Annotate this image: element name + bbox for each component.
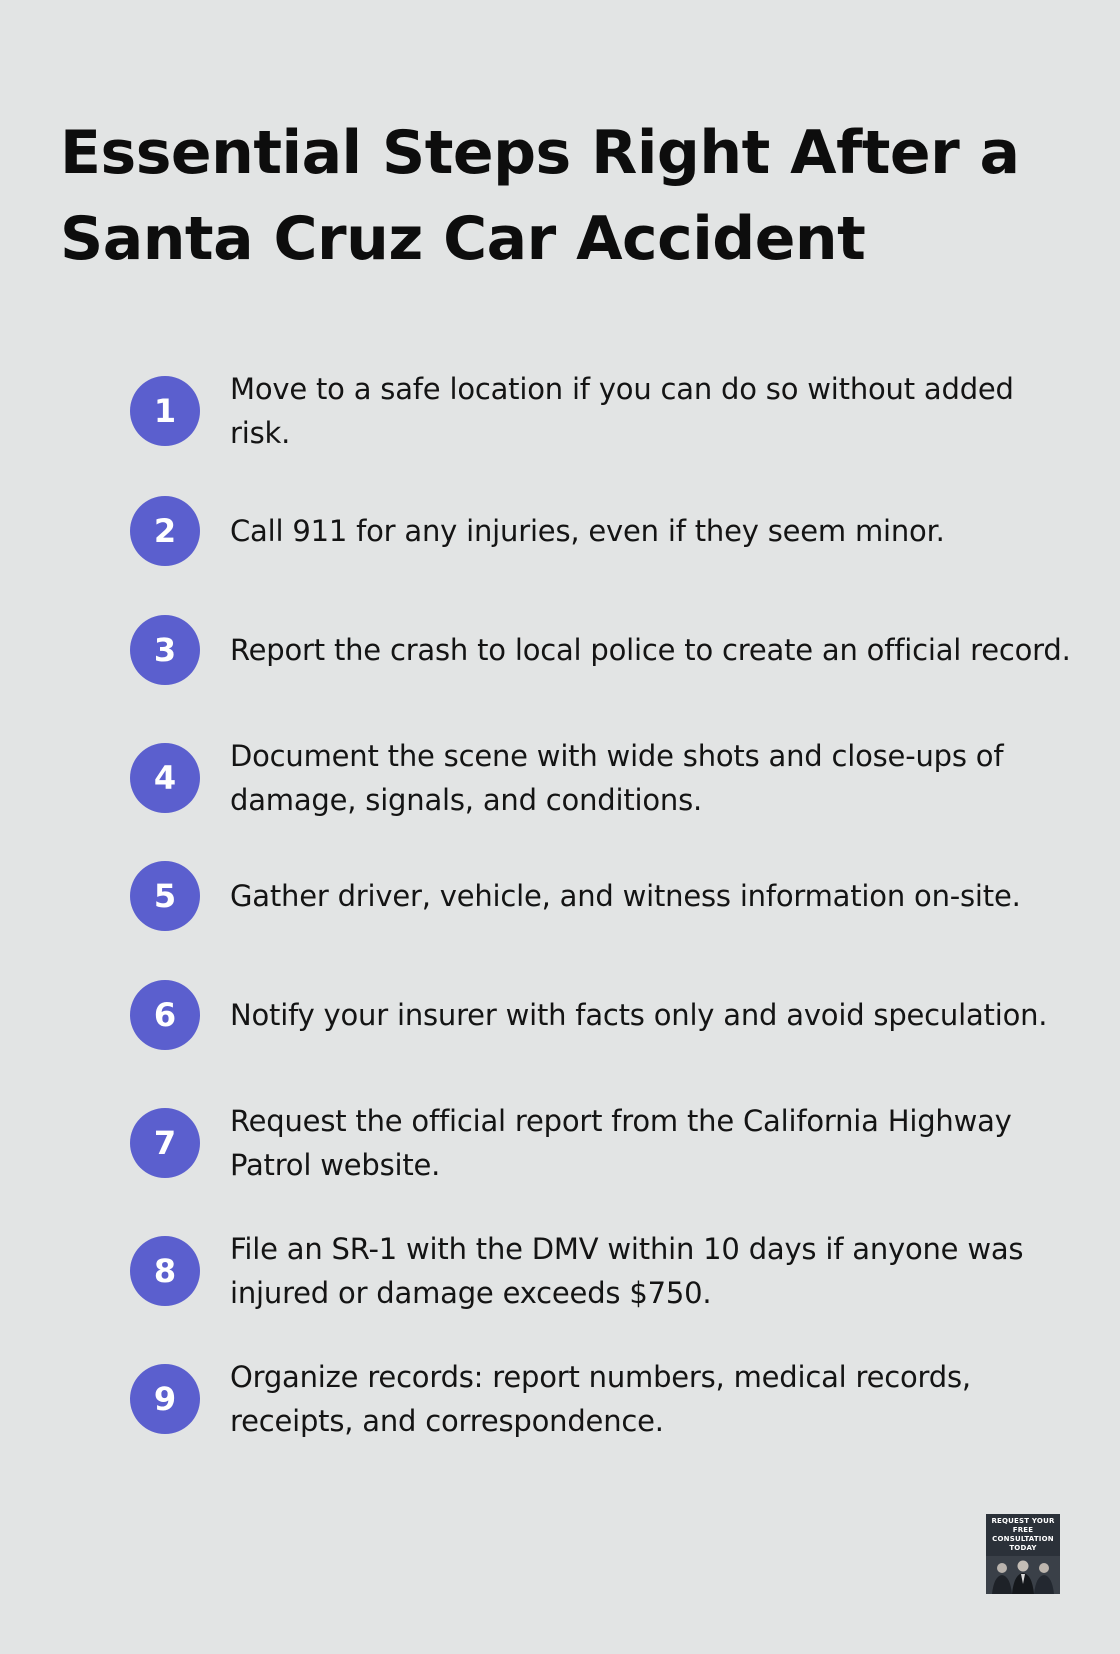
- step-number-badge: 5: [130, 861, 200, 931]
- step-item: [130, 728, 1070, 828]
- step-item: [130, 1093, 1070, 1193]
- step-text: Call 911 for any injuries, even if they seem minor.: [230, 514, 945, 548]
- step-item: [130, 1221, 1070, 1321]
- step-text: Report the crash to local police to create an official record.: [230, 633, 1071, 667]
- step-number-badge: 1: [130, 376, 200, 446]
- step-item: [130, 846, 1070, 946]
- step-text: Organize records: report numbers, medical records, receipts, and correspondence.: [230, 1360, 971, 1438]
- consultation-badge-text: REQUEST YOUR FREE CONSULTATION TODAY: [991, 1517, 1055, 1552]
- step-text: Document the scene with wide shots and close-ups of damage, signals, and conditions.: [230, 739, 1004, 817]
- step-number-badge: 4: [130, 743, 200, 813]
- step-text: Move to a safe location if you can do so without added risk.: [230, 372, 1014, 450]
- attorneys-photo-icon: [986, 1556, 1060, 1594]
- step-item: [130, 965, 1070, 1065]
- step-text: Gather driver, vehicle, and witness information on-site.: [230, 879, 1021, 913]
- page-title: Essential Steps Right After a Santa Cruz Car Accident: [60, 118, 1020, 274]
- step-item: [130, 600, 1070, 700]
- step-text: Notify your insurer with facts only and avoid speculation.: [230, 998, 1048, 1032]
- step-number-badge: 6: [130, 980, 200, 1050]
- step-item: [130, 1349, 1070, 1449]
- consultation-badge[interactable]: [986, 1514, 1060, 1594]
- step-number-badge: 7: [130, 1108, 200, 1178]
- step-text: Request the official report from the California Highway Patrol website.: [230, 1104, 1012, 1182]
- step-number-badge: 9: [130, 1364, 200, 1434]
- step-item: [130, 481, 1070, 581]
- step-item: [130, 361, 1070, 461]
- step-number-badge: 3: [130, 615, 200, 685]
- step-text: File an SR-1 with the DMV within 10 days if anyone was injured or damage exceeds $750.: [230, 1232, 1024, 1310]
- step-number-badge: 8: [130, 1236, 200, 1306]
- step-number-badge: 2: [130, 496, 200, 566]
